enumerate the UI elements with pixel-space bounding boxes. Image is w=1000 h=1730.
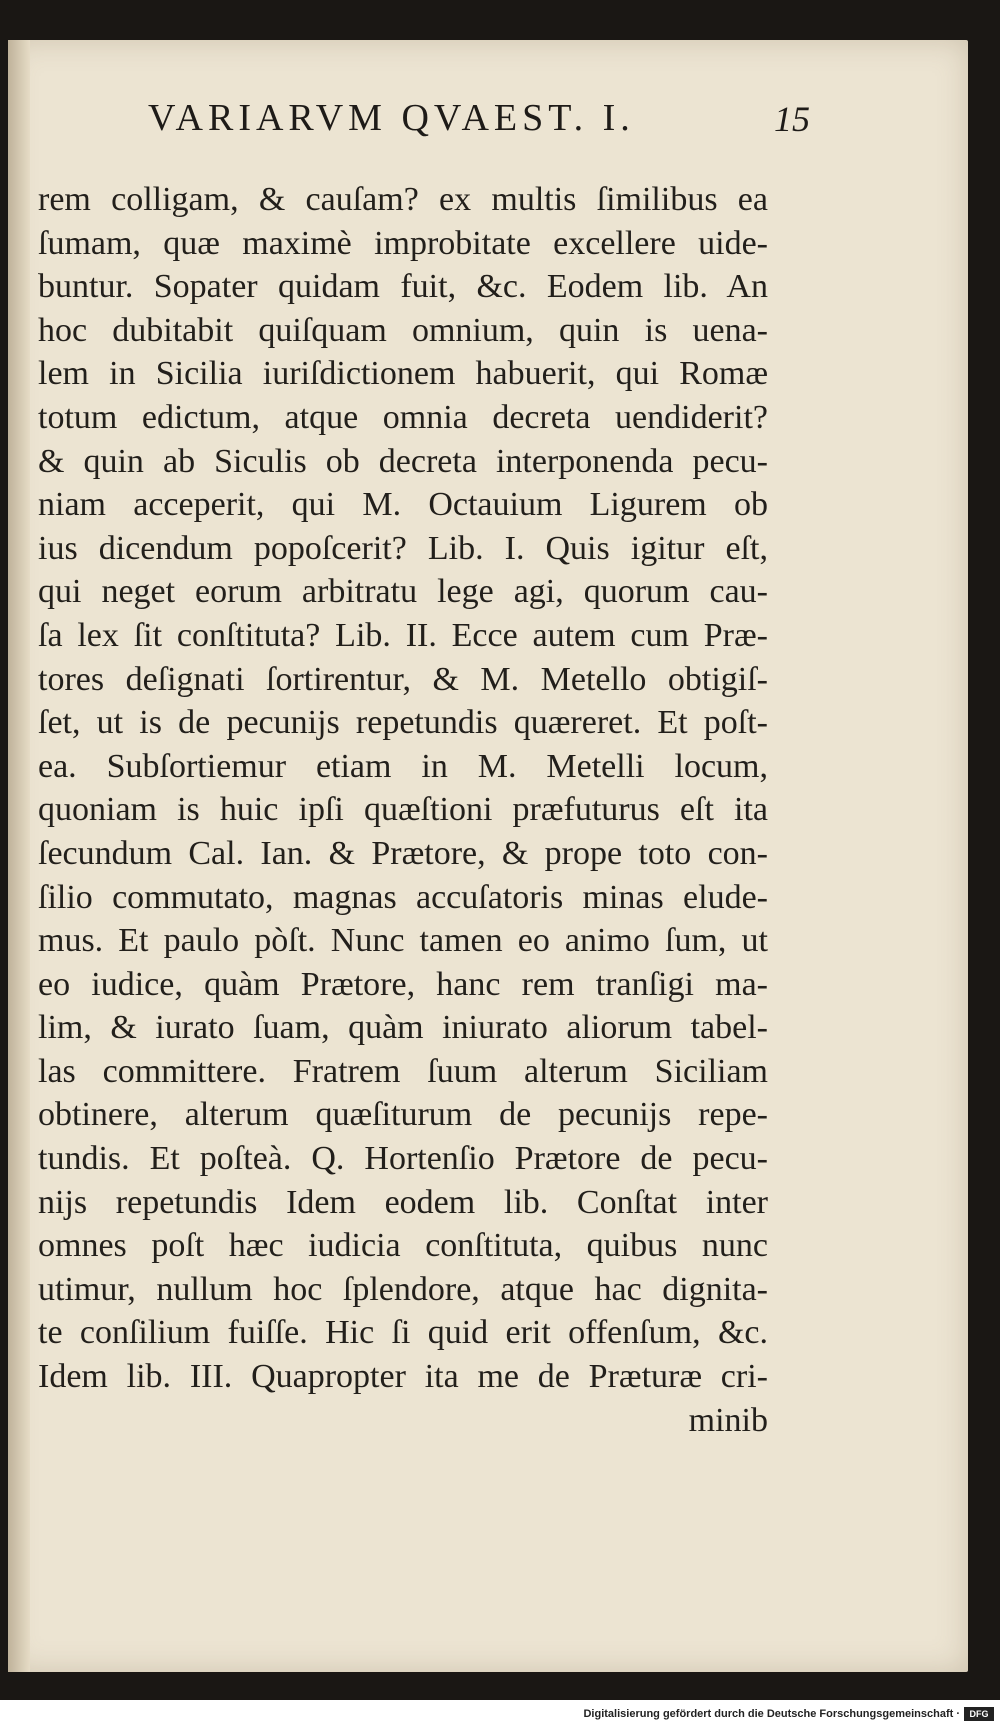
text-line: las committere. Fratrem ſuum alterum Siciliam	[38, 1052, 768, 1090]
text-line: buntur. Sopater quidam fuit, &c. Eodem lib. An	[38, 268, 768, 306]
digitization-footer	[0, 1700, 1000, 1730]
text-line: niam acceperit, qui M. Octauium Ligurem ob	[38, 486, 768, 524]
text-line: quoniam is huic ipſi quæſtioni præfuturus eſt ita	[38, 791, 768, 829]
text-line: ea. Subſortiemur etiam in M. Metelli locum,	[38, 747, 768, 785]
text-line: tundis. Et poſteà. Q. Hortenſio Prætore de pecu-	[38, 1140, 768, 1178]
body-text	[38, 178, 768, 1442]
catchword: minib	[688, 1401, 768, 1439]
text-line: totum edictum, atque omnia decreta uendiderit?	[38, 398, 768, 436]
text-line: hoc dubitabit quiſquam omnium, quin is uena-	[38, 311, 768, 349]
book-page	[8, 40, 968, 1672]
running-head: VARIARVM QVAEST. I.	[148, 97, 635, 139]
text-line: ſet, ut is de pecunijs repetundis quæreret. Et poſt-	[38, 704, 768, 742]
text-line: lem in Sicilia iuriſdictionem habuerit, qui Romæ	[38, 355, 768, 393]
text-line: omnes poſt hæc iudicia conſtituta, quibus nunc	[38, 1227, 768, 1265]
text-line: nijs repetundis Idem eodem lib. Conſtat inter	[38, 1183, 768, 1221]
text-line: mus. Et paulo pòſt. Nunc tamen eo animo ſum, ut	[38, 922, 768, 960]
text-line: & quin ab Siculis ob decreta interponenda pecu-	[38, 442, 768, 480]
text-line: tores deſignati ſortirentur, & M. Metello obtigiſ-	[38, 660, 768, 698]
page-gutter-edge	[8, 40, 30, 1672]
text-line: ſilio commutato, magnas accuſatoris minas elude-	[38, 878, 768, 916]
dfg-logo: DFG	[964, 1707, 994, 1721]
text-line: ius dicendum popoſcerit? Lib. I. Quis igitur eſt,	[38, 529, 768, 567]
text-line: eo iudice, quàm Prætore, hanc rem tranſigi ma-	[38, 965, 768, 1003]
text-line: qui neget eorum arbitratu lege agi, quorum cau-	[38, 573, 768, 611]
text-line: te conſilium fuiſſe. Hic ſi quid erit offenſum, &c.	[38, 1314, 768, 1352]
text-line: obtinere, alterum quæſiturum de pecunijs repe-	[38, 1096, 768, 1134]
funding-note: Digitalisierung gefördert durch die Deutsche Forschungsgemeinschaft ·	[583, 1708, 960, 1720]
text-line: rem colligam, & cauſam? ex multis ſimilibus ea	[38, 181, 768, 218]
text-line: Idem lib. III. Quapropter ita me de Præturæ cri-	[38, 1358, 768, 1396]
page-number: 15	[774, 99, 810, 139]
text-line: ſumam, quæ maximè improbitate excellere uide-	[38, 224, 768, 262]
text-line: utimur, nullum hoc ſplendore, atque hac dignita-	[38, 1270, 768, 1308]
text-line: lim, & iurato ſuam, quàm iniurato aliorum tabel-	[38, 1009, 768, 1047]
text-line: ſecundum Cal. Ian. & Prætore, & prope toto con-	[38, 834, 768, 872]
text-line: ſa lex ſit conſtituta? Lib. II. Ecce autem cum Præ-	[38, 616, 768, 654]
